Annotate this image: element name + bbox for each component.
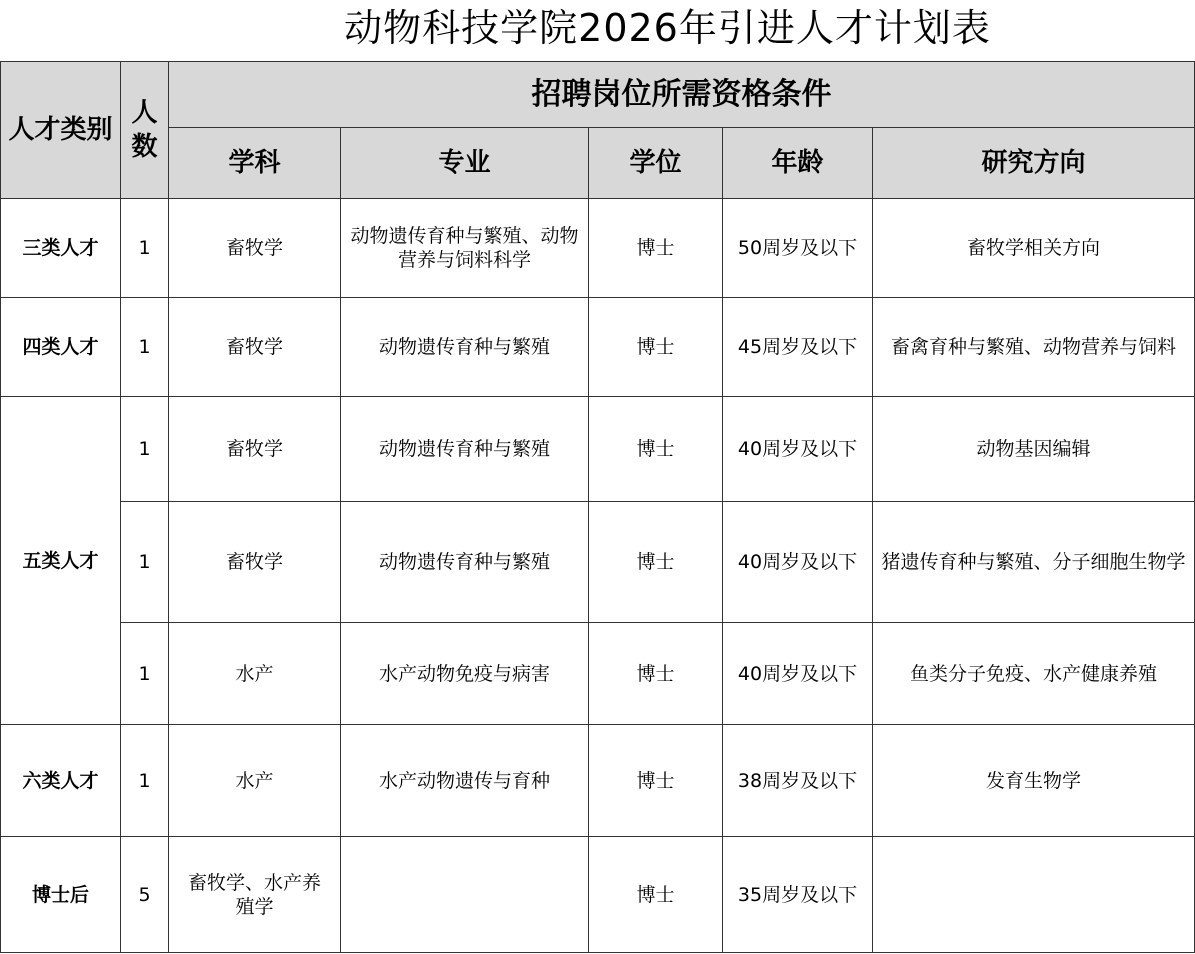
discipline-cell: 畜牧学 [169,199,341,298]
age-cell: 45周岁及以下 [723,298,873,397]
major-cell [341,837,589,953]
degree-cell: 博士 [589,837,723,953]
header-category: 人才类别 [1,62,121,199]
header-major: 专业 [341,128,589,199]
age-cell: 40周岁及以下 [723,502,873,623]
category-cell: 六类人才 [1,725,121,837]
age-cell: 38周岁及以下 [723,725,873,837]
table-row [1,298,1195,397]
age-cell: 40周岁及以下 [723,623,873,725]
degree-cell: 博士 [589,725,723,837]
category-cell: 三类人才 [1,199,121,298]
degree-cell: 博士 [589,397,723,502]
count-cell: 1 [121,623,169,725]
table-row [1,623,1195,725]
research-cell: 畜牧学相关方向 [873,199,1195,298]
category-cell: 五类人才 [1,397,121,725]
table-row [1,725,1195,837]
category-cell: 四类人才 [1,298,121,397]
research-cell: 发育生物学 [873,725,1195,837]
header-discipline: 学科 [169,128,341,199]
count-cell: 5 [121,837,169,953]
major-cell: 水产动物免疫与病害 [341,623,589,725]
age-cell: 50周岁及以下 [723,199,873,298]
discipline-cell: 水产 [169,725,341,837]
table-row [1,199,1195,298]
major-cell: 动物遗传育种与繁殖 [341,397,589,502]
major-cell: 动物遗传育种与繁殖 [341,298,589,397]
research-cell: 动物基因编辑 [873,397,1195,502]
header-requirements: 招聘岗位所需资格条件 [169,62,1195,128]
research-cell: 猪遗传育种与繁殖、分子细胞生物学 [873,502,1195,623]
discipline-cell: 水产 [169,623,341,725]
degree-cell: 博士 [589,298,723,397]
discipline-cell: 畜牧学 [169,502,341,623]
discipline-cell: 畜牧学 [169,298,341,397]
age-cell: 40周岁及以下 [723,397,873,502]
table-row [1,502,1195,623]
count-cell: 1 [121,298,169,397]
degree-cell: 博士 [589,623,723,725]
degree-cell: 博士 [589,502,723,623]
count-cell: 1 [121,502,169,623]
major-cell: 水产动物遗传与育种 [341,725,589,837]
discipline-cell: 畜牧学、水产养殖学 [169,837,341,953]
count-cell: 1 [121,725,169,837]
header-age: 年龄 [723,128,873,199]
count-cell: 1 [121,199,169,298]
header-degree: 学位 [589,128,723,199]
page-title: 动物科技学院2026年引进人才计划表 [344,6,991,50]
table-row [1,837,1195,953]
research-cell: 畜禽育种与繁殖、动物营养与饲料 [873,298,1195,397]
category-cell: 博士后 [1,837,121,953]
discipline-cell: 畜牧学 [169,397,341,502]
degree-cell: 博士 [589,199,723,298]
major-cell: 动物遗传育种与繁殖 [341,502,589,623]
header-research: 研究方向 [873,128,1195,199]
count-cell: 1 [121,397,169,502]
table-row [1,397,1195,502]
header-count: 人数 [121,62,169,199]
research-cell: 鱼类分子免疫、水产健康养殖 [873,623,1195,725]
research-cell [873,837,1195,953]
major-cell: 动物遗传育种与繁殖、动物营养与饲料科学 [341,199,589,298]
talent-plan-table [0,61,1195,953]
age-cell: 35周岁及以下 [723,837,873,953]
